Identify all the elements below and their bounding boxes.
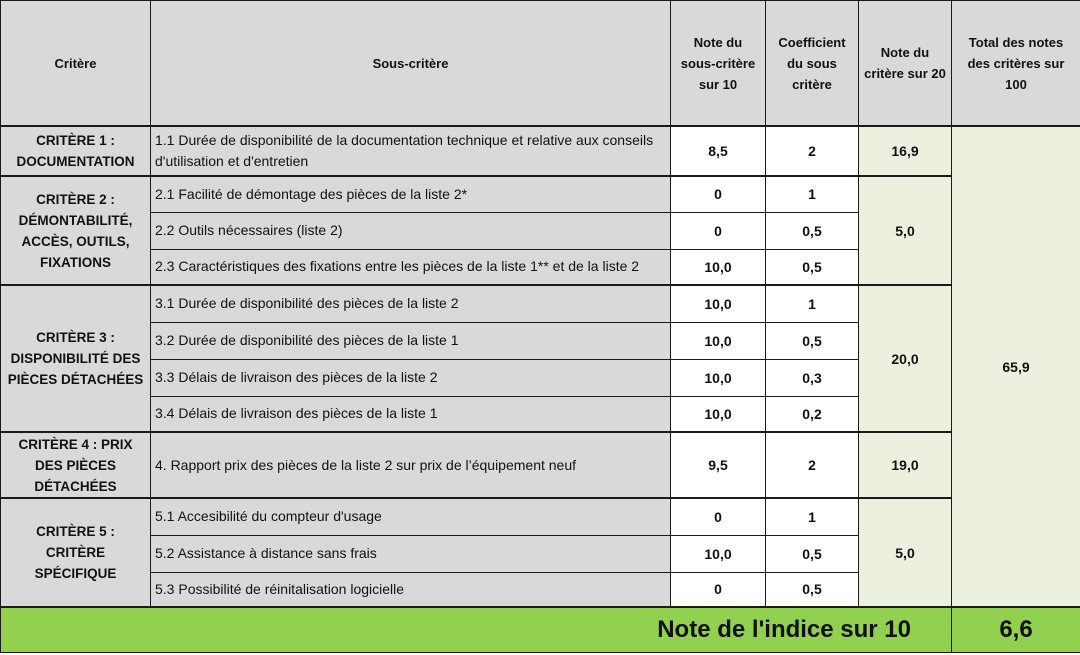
sous-critere-coef: 0,5 xyxy=(766,572,859,607)
sous-critere-label: 3.3 Délais de livraison des pièces de la liste 2 xyxy=(151,359,671,396)
footer-row xyxy=(1,607,1080,653)
sous-critere-coef: 2 xyxy=(766,432,859,498)
critere-2-note: 5,0 xyxy=(859,176,952,285)
critere-4-label: CRITÈRE 4 : PRIX DES PIÈCES DÉTACHÉES xyxy=(1,432,151,498)
critere-5-note: 5,0 xyxy=(859,498,952,607)
table-row xyxy=(1,176,1080,212)
critere-2-label: CRITÈRE 2 : DÉMONTABILITÉ, ACCÈS, OUTILS, FIXATIONS xyxy=(1,176,151,285)
table-row xyxy=(1,126,1080,176)
sous-critere-coef: 0,5 xyxy=(766,535,859,572)
header-total: Total des notes des critères sur 100 xyxy=(952,1,1080,127)
sous-critere-coef: 1 xyxy=(766,285,859,322)
sous-critere-label: 4. Rapport prix des pièces de la liste 2 sur prix de l’équipement neuf xyxy=(151,432,671,498)
sous-critere-label: 5.3 Possibilité de réinitalisation logicielle xyxy=(151,572,671,607)
sous-critere-label: 3.1 Durée de disponibilité des pièces de la liste 2 xyxy=(151,285,671,322)
sous-critere-coef: 1 xyxy=(766,176,859,212)
sous-critere-label: 3.4 Délais de livraison des pièces de la liste 1 xyxy=(151,396,671,432)
table-row xyxy=(1,285,1080,322)
critere-3-note: 20,0 xyxy=(859,285,952,432)
sous-critere-label: 1.1 Durée de disponibilité de la documentation technique et relative aux conseils d'utilisation et d'entretien xyxy=(151,126,671,176)
footer-label: Note de l'indice sur 10 xyxy=(1,607,952,653)
sous-critere-note: 0 xyxy=(671,498,766,535)
sous-critere-note: 0 xyxy=(671,176,766,212)
sous-critere-coef: 0,5 xyxy=(766,249,859,285)
sous-critere-label: 3.2 Durée de disponibilité des pièces de la liste 1 xyxy=(151,322,671,359)
footer-value: 6,6 xyxy=(952,607,1080,653)
sous-critere-note: 10,0 xyxy=(671,249,766,285)
header-coefficient: Coefficient du sous critère xyxy=(766,1,859,127)
header-note-sous-critere: Note du sous-critère sur 10 xyxy=(671,1,766,127)
sous-critere-note: 9,5 xyxy=(671,432,766,498)
sous-critere-label: 5.2 Assistance à distance sans frais xyxy=(151,535,671,572)
sous-critere-note: 0 xyxy=(671,212,766,249)
header-sous-critere: Sous-critère xyxy=(151,1,671,127)
critere-4-note: 19,0 xyxy=(859,432,952,498)
sous-critere-note: 8,5 xyxy=(671,126,766,176)
total-notes: 65,9 xyxy=(952,126,1080,607)
sous-critere-label: 5.1 Accesibilité du compteur d'usage xyxy=(151,498,671,535)
table-row xyxy=(1,498,1080,535)
header-note-critere: Note du critère sur 20 xyxy=(859,1,952,127)
sous-critere-label: 2.3 Caractéristiques des fixations entre les pièces de la liste 1** et de la liste 2 xyxy=(151,249,671,285)
sous-critere-coef: 0,5 xyxy=(766,212,859,249)
sous-critere-coef: 0,2 xyxy=(766,396,859,432)
header-critere: Critère xyxy=(1,1,151,127)
critere-5-label: CRITÈRE 5 : CRITÈRE SPÉCIFIQUE xyxy=(1,498,151,607)
sous-critere-note: 10,0 xyxy=(671,285,766,322)
sous-critere-coef: 1 xyxy=(766,498,859,535)
critere-1-label: CRITÈRE 1 : DOCUMENTATION xyxy=(1,126,151,176)
sous-critere-note: 10,0 xyxy=(671,322,766,359)
sous-critere-label: 2.1 Facilité de démontage des pièces de la liste 2* xyxy=(151,176,671,212)
critere-3-label: CRITÈRE 3 : DISPONIBILITÉ DES PIÈCES DÉTACHÉES xyxy=(1,285,151,432)
header-row xyxy=(1,1,1080,127)
sous-critere-coef: 0,5 xyxy=(766,322,859,359)
sous-critere-coef: 0,3 xyxy=(766,359,859,396)
sous-critere-note: 10,0 xyxy=(671,359,766,396)
sous-critere-note: 10,0 xyxy=(671,535,766,572)
critere-1-note: 16,9 xyxy=(859,126,952,176)
sous-critere-label: 2.2 Outils nécessaires (liste 2) xyxy=(151,212,671,249)
sous-critere-coef: 2 xyxy=(766,126,859,176)
sous-critere-note: 10,0 xyxy=(671,396,766,432)
sous-critere-note: 0 xyxy=(671,572,766,607)
table-row xyxy=(1,432,1080,498)
